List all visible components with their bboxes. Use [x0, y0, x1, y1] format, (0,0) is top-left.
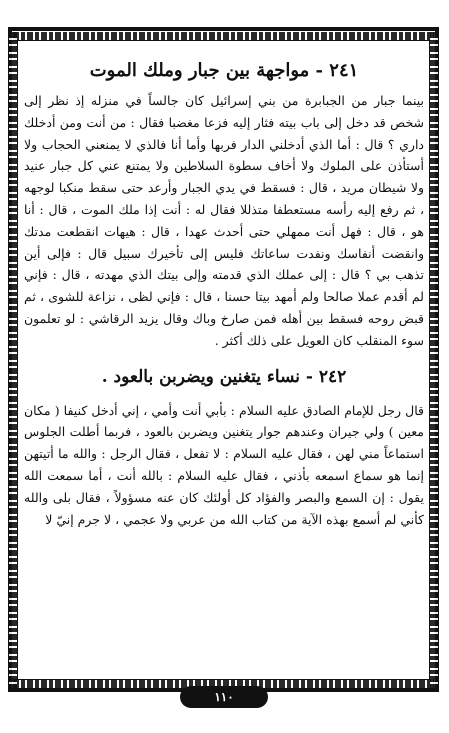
section-title-241: ٢٤١ - مواجهة بين جبار وملك الموت	[89, 60, 359, 81]
page-content	[24, 58, 424, 530]
section-title-242: ٢٤٢ - نساء يتغنين ويضربن بالعود .	[101, 366, 347, 387]
section-body-241: بينما جبار من الجبابرة من بني إسرائيل كان جالساً في منزله إذ نظر إلى شخص قد دخل إلى باب بيته فثار إليه فزعا مغضبا فقال : من أنت ومن أدخلك داري ؟ قال : أما الذي أدخلني الدار فربها وأما أنا فالذي لا يمنعني الحجاب ولا أستأذن على الملوك ولا أخاف سطوة السلاطين ولا يمتنع عني كل جبار عنيد ولا شيطان مريد ، قال : فسقط في يدي الجبار وأرعد حتى سقط منكبا لوجهه ، ثم رفع إليه رأسه مستعطفا متذللا فقال له : أنت إذا ملك الموت ، قال : أنا هو ، قال : فهل أنت ممهلي حتى أحدث عهدا ، قال : هيهات انقطعت مدتك وانقضت أنفاسك ونفدت ساعاتك فليس إلى تأخيرك سبيل قال : فإلى أين تذهب بي ؟ قال : إلى عملك الذي قدمته وإلى بيتك الذي مهدته ، قال : فإني لم أقدم عملا صالحا ولم أمهد بيتا حسنا ، قال : فإني لظى ، نزاعة للشوى ، ثم قبض روحه فسقط بين أهله فمن صارخ وباك وقال يزيد الرقاشي : لو تعلمون سوء المنقلب كان العويل على ذلك أكثر .	[24, 93, 424, 348]
rope-border-left	[9, 32, 17, 688]
rope-border-right	[430, 32, 438, 688]
section-body-242: قال رجل للإمام الصادق عليه السلام : بأبي أنت وأمي ، إني أدخل كنيفا ( مكان معين ) ولي جيران وعندهم جوار يتغنين ويضربن بالعود ، فربما أطلت الجلوس استماعاً مني لهن ، فقال عليه السلام : لا تفعل ، فقال الرجل : والله ما أتيتهن إنما هو سماع اسمعه بأذني ، فقال عليه السلام : بالله أنت ، أما سمعت الله يقول : إن السمع والبصر والفؤاد كل أولئك كان عنه مسؤولاً ، فقال بلى والله كأني لم أسمع بهذه الآية من كتاب الله من عربي ولا عجمي ، لا جرم إنيّ لا	[24, 402, 424, 527]
page-number: ١١٠	[180, 686, 268, 708]
